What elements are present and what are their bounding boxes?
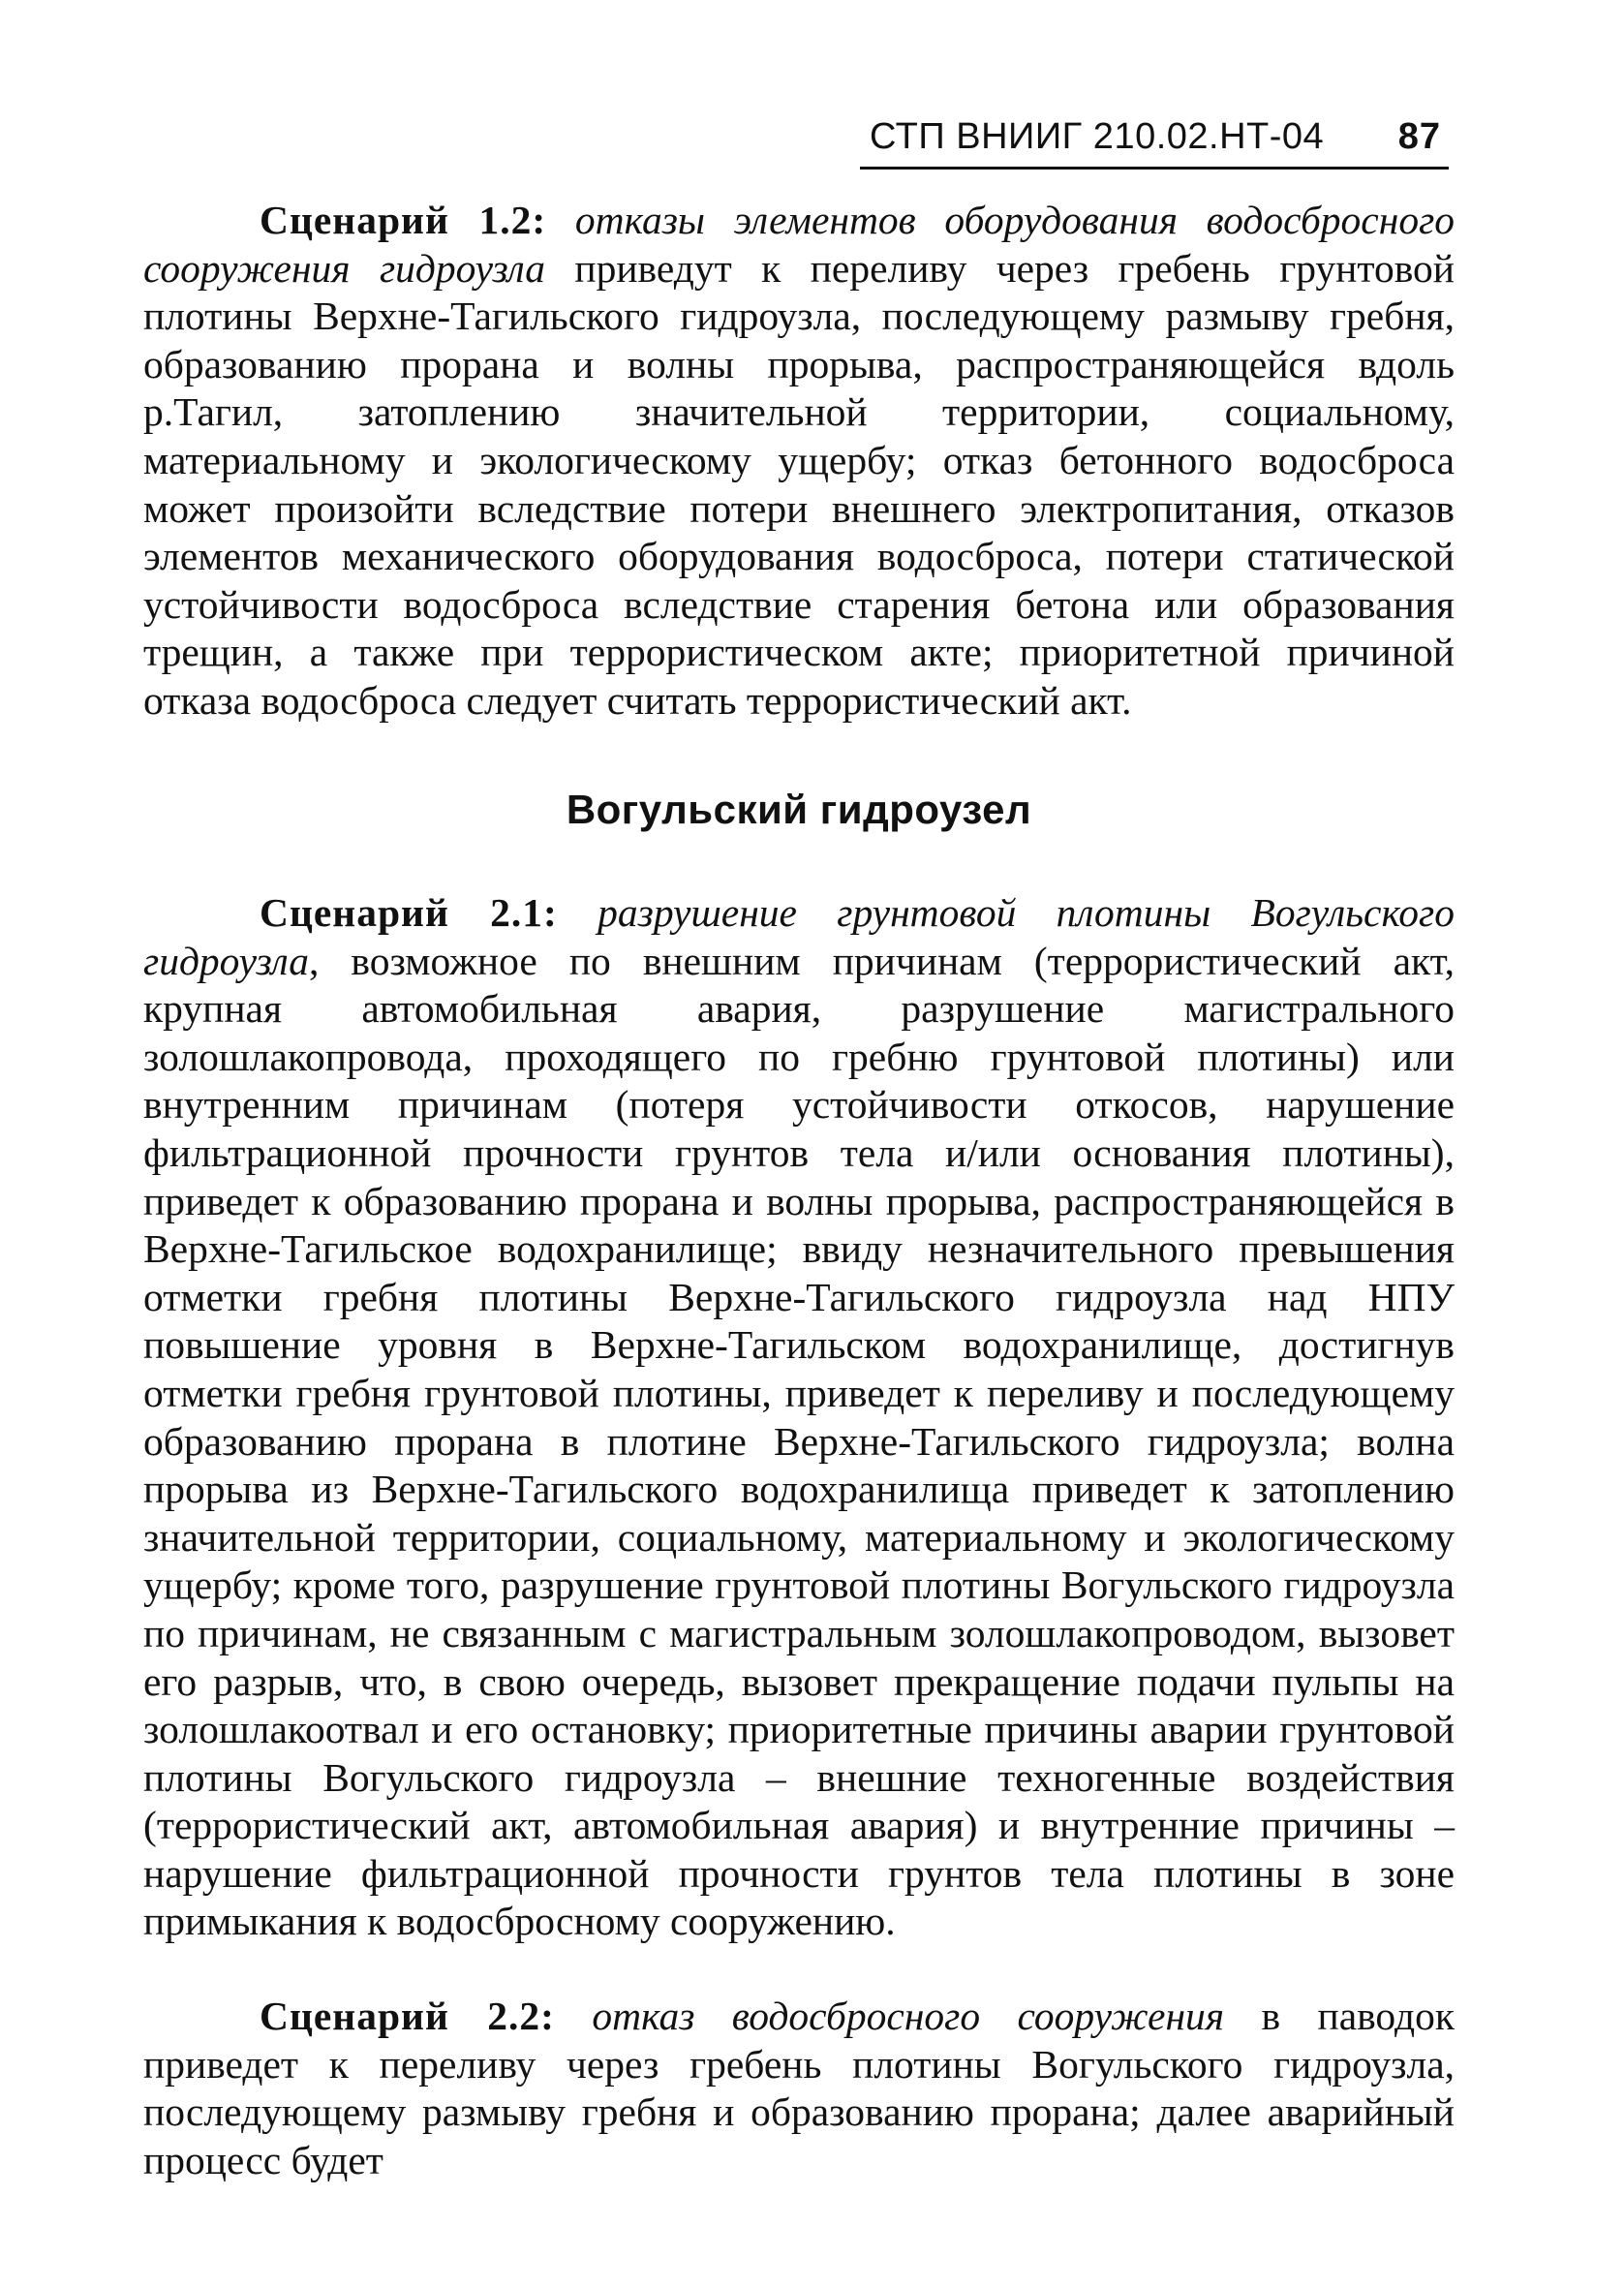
- scenario-topic: отказ водосбросного сооружения: [592, 1994, 1225, 2038]
- page-number: 87: [1397, 116, 1441, 157]
- scenario-2-1-paragraph: [143, 889, 1455, 1946]
- scenario-2-2-paragraph: [143, 1993, 1455, 2184]
- document-code: СТП ВНИИГ 210.02.НТ-04: [870, 116, 1325, 157]
- scenario-label: Сценарий 1.2:: [260, 198, 547, 242]
- scenario-text: , возможное по внешним причинам (террористический акт, крупная автомобильная авария, разрушение магистрального золошлакопровода, проходящего по гребню грунтовой плотины) или внутренним причинам (потеря устойчивости откосов, нарушение фильтрационной прочности грунтов тела и/или основания плотины), приведет к образованию прорана и волны прорыва, распространяющейся в Верхне-Тагильское водохранилище; ввиду незначительного превышения отметки гребня плотины Верхне-Тагильского гидроузла над НПУ повышение уровня в Верхне-Тагильском водохранилище, достигнув отметки гребня грунтовой плотины, приведет к переливу и последующему образованию прорана в плотине Верхне-Тагильского гидроузла; волна прорыва из Верхне-Тагильского водохранилища приведет к затоплению значительной территории, социальному, материальному и экологическому ущербу; кроме того, разрушение грунтовой плотины Вогульского гидроузла по причинам, не связанным с магистральным золошлакопроводом, вызовет его разрыв, что, в свою очередь, вызовет прекращение подачи пульпы на золошлакоотвал и его остановку; приоритетные причины аварии грунтовой плотины Вогульского гидроузла – внешние техногенные воздействия (террористический акт, автомобильная авария) и внутренние причины – нарушение фильтрационной прочности грунтов тела плотины в зоне примыкания к водосбросному сооружению.: [143, 938, 1455, 1944]
- paragraph-body: [143, 197, 1455, 726]
- scenario-text: приведут к переливу через гребень грунтовой плотины Верхне-Тагильского гидроузла, последующему размыву гребня, образованию прорана и волны прорыва, распространяющейся вдоль р.Тагил, затоплению значительной территории, социальному, материальному и экологическому ущербу; отказ бетонного водосброса может произойти вследствие потери внешнего электропитания, отказов элементов механического оборудования водосброса, потери статической устойчивости водосброса вследствие старения бетона или образования трещин, а также при террористическом акте; приоритетной причиной отказа водосброса следует считать террористический акт.: [143, 245, 1455, 723]
- section-title: Вогульский гидроузел: [566, 787, 1032, 832]
- running-header: [860, 108, 1449, 170]
- paragraph-body: [143, 889, 1455, 1946]
- scenario-topic: разрушение грунтовой плотины Вогульского гидроузла: [143, 890, 1455, 983]
- scenario-text: в паводок приведет к переливу через гребень плотины Вогульского гидроузла, последующему размыву гребня и образованию прорана; далее аварийный процесс будет: [143, 1994, 1455, 2182]
- scenario-1-2-paragraph: [143, 197, 1455, 726]
- scenario-topic: отказы элементов оборудования водосбросного сооружения гидроузла: [143, 198, 1455, 291]
- paragraph-body: [143, 1993, 1455, 2184]
- scenario-label: Сценарий 2.2:: [260, 1994, 555, 2038]
- scenario-label: Сценарий 2.1:: [260, 890, 558, 935]
